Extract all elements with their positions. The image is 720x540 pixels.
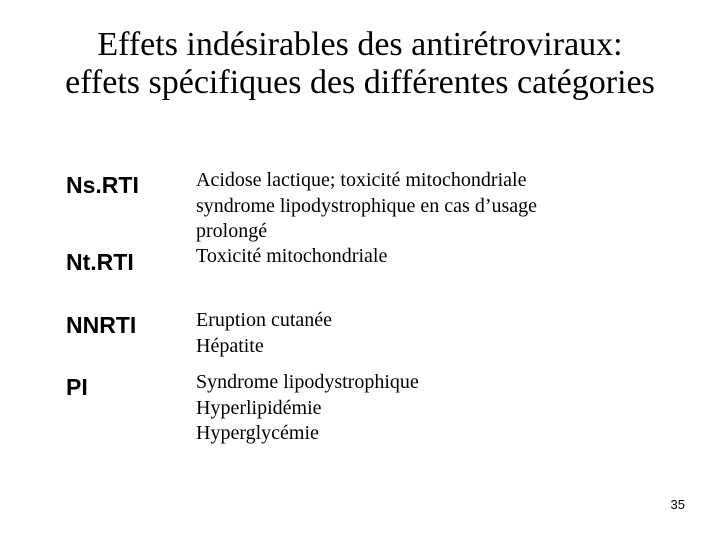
page-number: 35 bbox=[670, 497, 685, 512]
effect-item: Hyperlipidémie bbox=[196, 396, 322, 419]
category-label-nnrti: NNRTI bbox=[66, 312, 137, 338]
category-label-ntrti: Nt.RTI bbox=[66, 249, 134, 275]
effects-list-nnrti bbox=[196, 308, 332, 359]
slide-title-line-2: effets spécifiques des différentes catégories bbox=[65, 64, 655, 101]
effect-item: prolongé bbox=[196, 220, 268, 242]
category-label-nsrti: Ns.RTI bbox=[66, 172, 139, 198]
effect-item: Eruption cutanée bbox=[196, 309, 333, 331]
slide-title bbox=[0, 26, 720, 102]
effect-item: Syndrome lipodystrophique bbox=[196, 371, 419, 393]
effect-item: Hépatite bbox=[196, 334, 264, 357]
effect-item: Acidose lactique; toxicité mitochondriale bbox=[196, 169, 527, 191]
effects-list-nsrti bbox=[196, 168, 537, 245]
effect-item: Toxicité mitochondriale bbox=[196, 245, 388, 267]
effect-item: syndrome lipodystrophique en cas d’usage bbox=[196, 194, 538, 217]
effects-list-pi bbox=[196, 370, 419, 447]
slide-title-line-1: Effets indésirables des antirétroviraux: bbox=[97, 26, 623, 63]
effect-item: Hyperglycémie bbox=[196, 422, 319, 444]
category-label-pi: PI bbox=[66, 374, 88, 400]
effects-list-ntrti bbox=[196, 244, 387, 270]
